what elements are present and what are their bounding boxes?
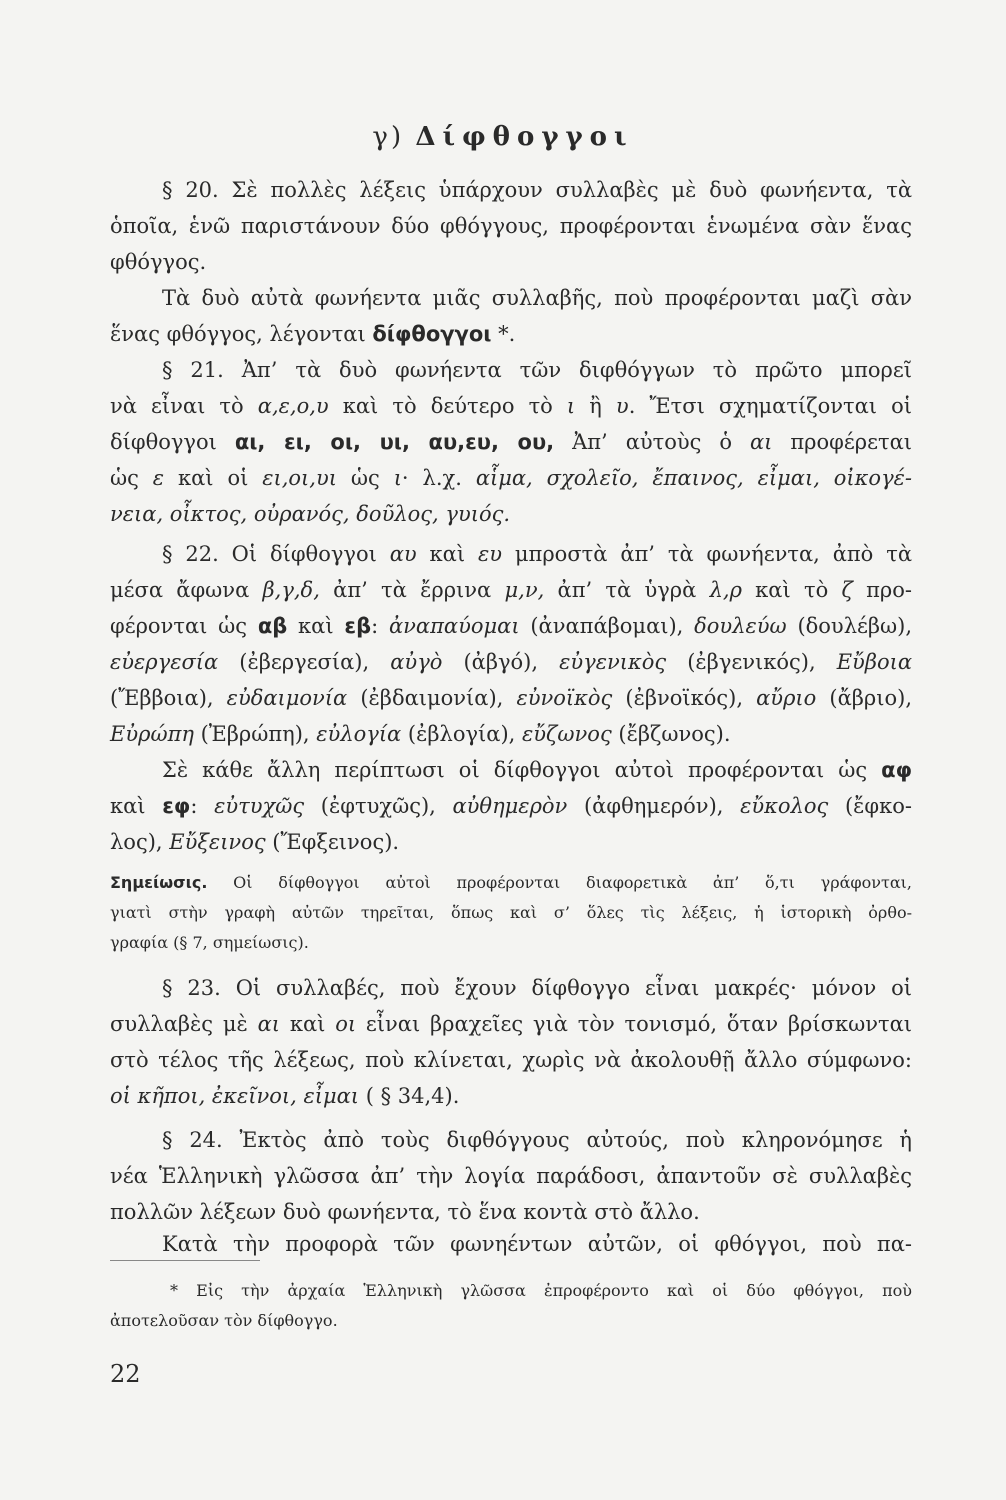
note-line: γραφία (§ 7, σημείωσις). <box>110 933 309 952</box>
section-heading <box>0 122 1006 152</box>
footnote-rule <box>110 1260 260 1261</box>
section-title: Δίφθογγοι <box>415 122 634 152</box>
text-line: Κατὰ τὴν προφορὰ τῶν φωνηέντων αὐτῶν, οἱ φθόγγοι, ποὺ πα- <box>162 1232 912 1256</box>
text-line: καὶ εφ: εὐτυχῶς (ἐφτυχῶς), αὐθημερὸν (ἀφθημερόν), εὔκολος (ἔφκο- <box>110 794 912 818</box>
footnote-line: * Εἰς τὴν ἀρχαία Ἑλληνικὴ γλῶσσα ἐπροφέροντο καὶ οἱ δύο φθόγγοι, ποὺ <box>170 1281 912 1300</box>
text-line: § 22. Οἱ δίφθογγοι αυ καὶ ευ μπροστὰ ἀπ’ τὰ φωνήεντα, ἀπὸ τὰ <box>162 542 912 566</box>
text-line: μέσα ἄφωνα β,γ,δ, ἀπ’ τὰ ἔρρινα μ,ν, ἀπ’ τὰ ὑγρὰ λ,ρ καὶ τὸ ζ προ- <box>110 578 913 602</box>
text-line: νέα Ἑλληνικὴ γλῶσσα ἀπ’ τὴν λογία παράδοσι, ἀπαντοῦν σὲ συλλαβὲς <box>110 1164 912 1188</box>
text-line: συλλαβὲς μὲ αι καὶ οι εἶναι βραχεῖες γιὰ τὸν τονισμό, ὅταν βρίσκωνται <box>110 1012 913 1036</box>
text-line: στὸ τέλος τῆς λέξεως, ποὺ κλίνεται, χωρὶς νὰ ἀκολουθῇ ἄλλο σύμφωνο: <box>110 1048 912 1072</box>
note-line: γιατὶ στὴν γραφὴ αὐτῶν τηρεῖται, ὅπως καὶ σ’ ὅλες τὶς λέξεις, ἡ ἱστορικὴ ὀρθο- <box>110 903 912 922</box>
section-letter: γ) <box>372 122 405 152</box>
text-line: φθόγγος. <box>110 250 207 274</box>
note-label: Σημείωσις. <box>110 873 208 892</box>
text-line: νεια, οἶκτος, οὐρανός, δοῦλος, γυιός. <box>110 502 511 526</box>
footnote-line: ἀποτελοῦσαν τὸν δίφθογγο. <box>110 1311 338 1330</box>
text-line: ἕνας φθόγγος, λέγονται δίφθογγοι *. <box>110 322 516 346</box>
page-number: 22 <box>110 1360 141 1388</box>
text-line: Εὐρώπη (Ἐβρώπη), εὐλογία (ἐβλογία), εὔζωνος (ἔβζωνος). <box>110 722 731 746</box>
note-line: Σημείωσις. Οἱ δίφθογγοι αὐτοὶ προφέρονται διαφορετικὰ ἀπ’ ὅ,τι γράφονται, <box>110 873 912 892</box>
text-line: (Ἔββοια), εὐδαιμονία (ἐβδαιμονία), εὐνοϊκὸς (ἐβνοϊκός), αὔριο (ἄβριο), <box>110 686 912 710</box>
text-line: εὐεργεσία (ἐβεργεσία), αὐγὸ (ἀβγό), εὐγενικὸς (ἐβγενικός), Εὔβοια <box>110 650 913 674</box>
text-line: φέρονται ὡς αβ καὶ εβ: ἀναπαύομαι (ἀναπάβομαι), δουλεύω (δουλέβω), <box>110 614 913 638</box>
text-line: ὁποῖα, ἑνῶ παριστάνουν δύο φθόγγους, προφέρονται ἑνωμένα σὰν ἕνας <box>110 214 912 238</box>
text-line: νὰ εἶναι τὸ α,ε,ο,υ καὶ τὸ δεύτερο τὸ ι ἢ υ. Ἔτσι σχηματίζονται οἱ <box>110 394 912 418</box>
text-line: § 23. Οἱ συλλαβές, ποὺ ἔχουν δίφθογγο εἶναι μακρές· μόνον οἱ <box>162 976 912 1000</box>
text-line: Τὰ δυὸ αὐτὰ φωνήεντα μιᾶς συλλαβῆς, ποὺ προφέρονται μαζὶ σὰν <box>162 286 912 310</box>
text-line: δίφθογγοι αι, ει, οι, υι, αυ,ευ, ου, Ἀπ’ αὐτοὺς ὁ αι προφέρεται <box>110 430 912 454</box>
text-line: πολλῶν λέξεων δυὸ φωνήεντα, τὸ ἕνα κοντὰ στὸ ἄλλο. <box>110 1200 700 1224</box>
text-line: § 20. Σὲ πολλὲς λέξεις ὑπάρχουν συλλαβὲς μὲ δυὸ φωνήεντα, τὰ <box>162 178 912 202</box>
text-line: § 24. Ἐκτὸς ἀπὸ τοὺς διφθόγγους αὐτούς, ποὺ κληρονόμησε ἡ <box>162 1128 912 1152</box>
text-line: § 21. Ἀπ’ τὰ δυὸ φωνήεντα τῶν διφθόγγων τὸ πρῶτο μπορεῖ <box>162 358 912 382</box>
text-line: Σὲ κάθε ἄλλη περίπτωσι οἱ δίφθογγοι αὐτοὶ προφέρονται ὡς αφ <box>162 758 912 782</box>
text-line: οἱ κῆποι, ἐκεῖνοι, εἶμαι ( § 34,4). <box>110 1084 460 1108</box>
text-line: ὡς ε καὶ οἱ ει,οι,υι ὡς ι· λ.χ. αἷμα, σχολεῖο, ἔπαινος, εἶμαι, οἰκογέ- <box>110 466 912 490</box>
text-line: λος), Εὔξεινος (Ἔφξεινος). <box>110 830 400 854</box>
